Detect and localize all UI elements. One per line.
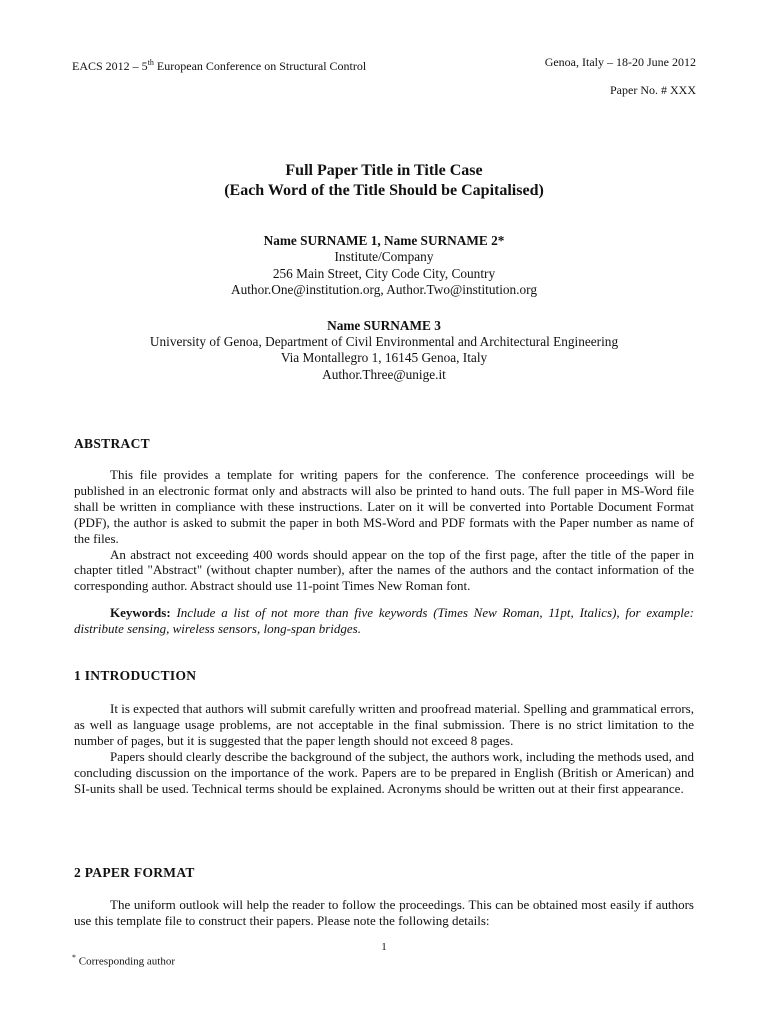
title-line-2: (Each Word of the Title Should be Capitalised) [224, 182, 544, 199]
paper-format-body [74, 897, 694, 929]
keywords [74, 605, 694, 637]
paper-format-heading: 2 PAPER FORMAT [74, 865, 195, 880]
address-line: 256 Main Street, City Code City, Country [272, 265, 496, 281]
affiliation-line: Institute/Company [334, 249, 434, 265]
abstract-body [74, 467, 694, 594]
footnote-mark: * [72, 953, 76, 962]
introduction-heading: 1 INTRODUCTION [74, 668, 197, 683]
affiliation-line: University of Genoa, Department of Civil Environmental and Architectural Engineering [149, 334, 619, 350]
introduction-body [74, 701, 694, 796]
conference-name: EACS 2012 – 5th European Conference on Structural Control [72, 58, 367, 73]
address-line: Via Montallegro 1, 16145 Genoa, Italy [280, 350, 488, 366]
footnote [72, 953, 175, 968]
keywords-text: Include a list of not more than five keywords (Times New Roman, 11pt, Italics), for example: distribute sensing, wireless sensors, long-span bridges. [74, 605, 694, 636]
author-names-1: Name SURNAME 1, Name SURNAME 2* [263, 233, 505, 248]
paper-title [0, 161, 768, 201]
title-line-1: Full Paper Title in Title Case [285, 162, 483, 179]
abstract-paragraph: This file provides a template for writing papers for the conference. The conference proceedings will be published in an electronic format only and abstracts will also be printed to hand outs. The full paper in MS-Word file shall be written in compliance with these instructions. Later on it will be converted into Portable Document Format (PDF), the author is asked to submit the paper in both MS-Word and PDF formats with the Paper number as name of the files. [74, 467, 694, 546]
page-number: 1 [381, 941, 387, 953]
keywords-label: Keywords: [110, 605, 171, 620]
introduction-paragraph: It is expected that authors will submit carefully written and proofread material. Spelling and grammatical errors, as well as language usage problems, are not acceptable in the final submission. There is no strict limitation to the number of pages, but it is suggested that the paper length should not exceed 8 pages. [74, 701, 694, 748]
paper-format-paragraph: The uniform outlook will help the reader to follow the proceedings. This can be obtained most easily if authors use this template file to construct their papers. Please note the following details: [74, 897, 694, 928]
author-names-2: Name SURNAME 3 [327, 317, 441, 333]
email-line: Author.Three@unige.it [322, 366, 446, 382]
author-block [0, 233, 768, 383]
introduction-paragraph: Papers should clearly describe the background of the subject, the authors work, including the methods used, and concluding discussion on the importance of the work. Papers are to be prepared in English (British or American) and SI-units shall be used. Technical terms should be explained. Acronyms should be written out at their first appearance. [74, 748, 694, 796]
conference-location: Genoa, Italy – 18-20 June 2012 [544, 55, 696, 69]
footnote-text: Corresponding author [76, 955, 175, 968]
email-line: Author.One@institution.org, Author.Two@institution.org [230, 282, 537, 298]
abstract-heading: ABSTRACT [74, 436, 150, 451]
abstract-paragraph: An abstract not exceeding 400 words should appear on the top of the first page, after the title of the paper in chapter titled "Abstract" (without chapter number), after the names of the authors and the contact information of the corresponding author. Abstract should use 11-point Times New Roman font. [74, 546, 694, 594]
paper-number: Paper No. # XXX [610, 83, 696, 97]
